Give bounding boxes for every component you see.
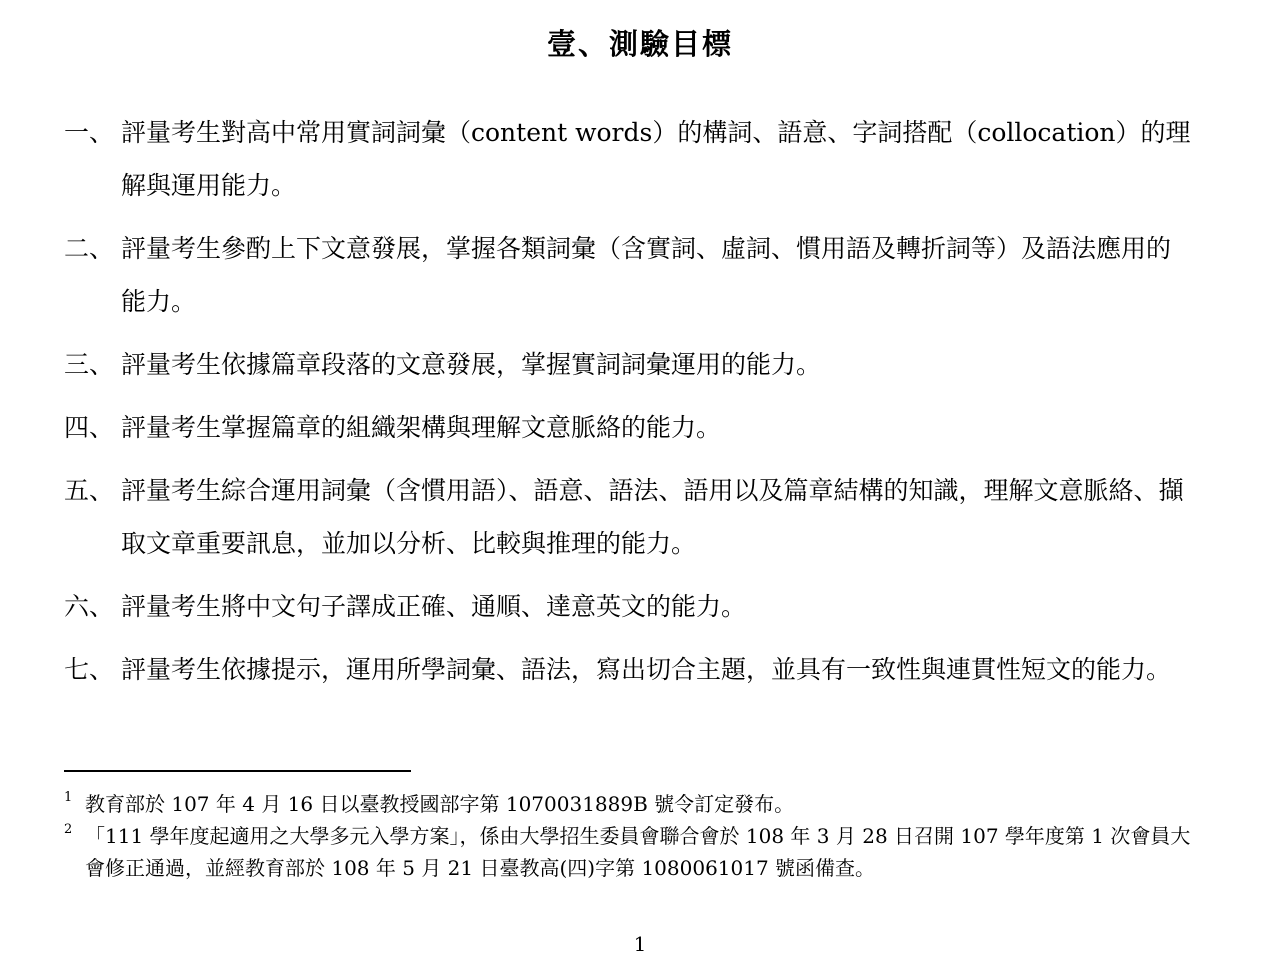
objective-number: 一、 [64, 118, 115, 147]
footnote-text: 教育部於 107 年 4 月 16 日以臺教授國部字第 1070031889B 號令訂定發布。 [85, 792, 795, 816]
objective-number: 二、 [64, 234, 115, 263]
objective-number: 七、 [64, 655, 115, 684]
objectives-list [64, 106, 1194, 706]
footnote-item [64, 788, 1194, 820]
objective-item [64, 580, 1194, 633]
footnote-number: 2 [64, 822, 73, 837]
objective-text: 評量考生對高中常用實詞詞彙（content words）的構詞、語意、字詞搭配（collocation）的理解與運用能力。 [121, 118, 1191, 200]
objective-number: 六、 [64, 592, 115, 621]
objective-text: 評量考生參酌上下文意發展，掌握各類詞彙（含實詞、虛詞、慣用語及轉折詞等）及語法應用的能力。 [121, 234, 1172, 316]
footnote-item [64, 820, 1194, 884]
footnotes [64, 788, 1194, 884]
section-title: 壹、測驗目標 [546, 27, 733, 61]
objective-text: 評量考生依據提示，運用所學詞彙、語法，寫出切合主題，並具有一致性與連貫性短文的能力。 [121, 655, 1172, 684]
objective-number: 三、 [64, 350, 115, 379]
objective-item [64, 222, 1194, 328]
footnote-text: 「111 學年度起適用之大學多元入學方案」，係由大學招生委員會聯合會於 108 年 3 月 28 日召開 107 學年度第 1 次會員大會修正通過，並經教育部於 108 年 5 月 21 日臺教高(四)字第 1080061017 號函備查。 [85, 824, 1191, 880]
objective-text: 評量考生將中文句子譯成正確、通順、達意英文的能力。 [121, 592, 747, 621]
footnote-divider [64, 770, 411, 772]
objective-item [64, 401, 1194, 454]
objective-number: 五、 [64, 476, 115, 505]
objective-number: 四、 [64, 413, 115, 442]
objective-item [64, 338, 1194, 391]
objective-item [64, 106, 1194, 212]
objective-item [64, 643, 1194, 696]
objective-item [64, 464, 1194, 570]
objective-text: 評量考生掌握篇章的組織架構與理解文意脈絡的能力。 [121, 413, 722, 442]
page-number: 1 [633, 932, 647, 956]
footnote-number: 1 [64, 790, 73, 805]
objective-text: 評量考生依據篇章段落的文意發展，掌握實詞詞彙運用的能力。 [121, 350, 822, 379]
objective-text: 評量考生綜合運用詞彙（含慣用語）、語意、語法、語用以及篇章結構的知識，理解文意脈絡、擷取文章重要訊息，並加以分析、比較與推理的能力。 [121, 476, 1184, 558]
